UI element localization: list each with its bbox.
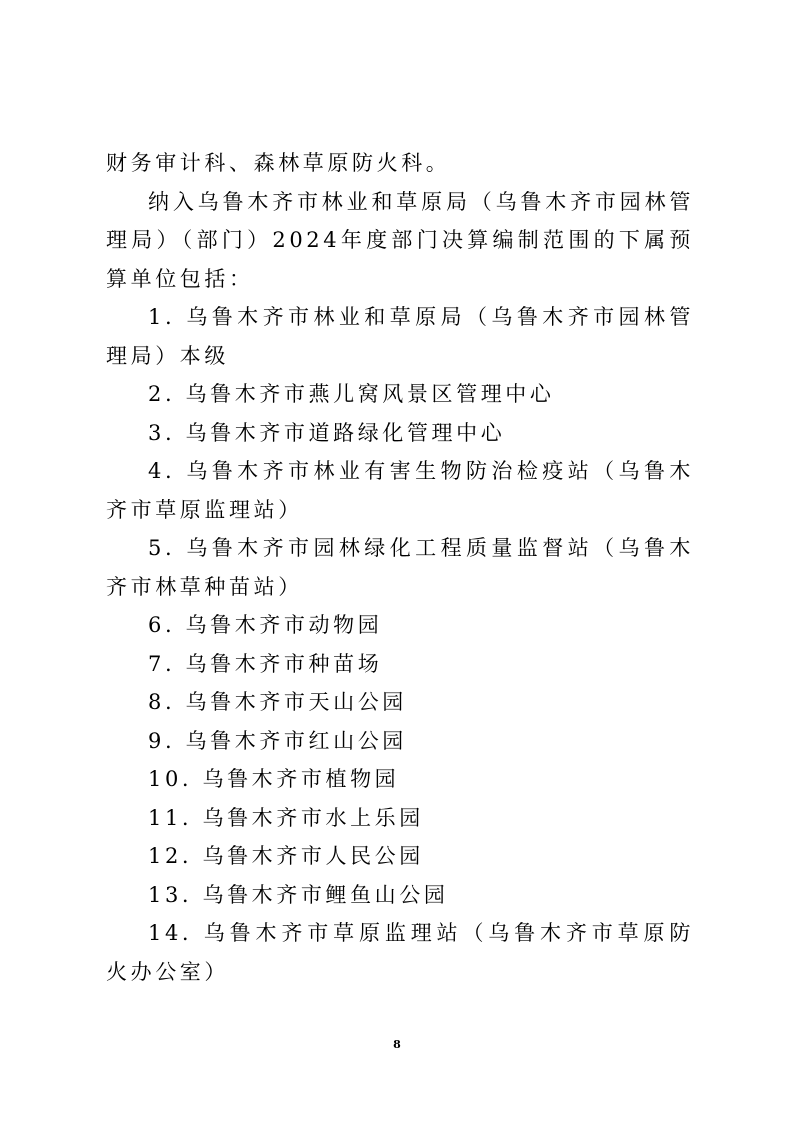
- paragraph-continuation: 财务审计科、森林草原防火科。: [106, 151, 451, 175]
- list-item: 14. 乌鲁木齐市草原监理站（乌鲁木齐市草原防火办公室）: [106, 921, 694, 984]
- list-item: 2. 乌鲁木齐市燕儿窝风景区管理中心: [148, 382, 555, 406]
- list-item: 3. 乌鲁木齐市道路绿化管理中心: [148, 420, 506, 445]
- list-item: 5. 乌鲁木齐市园林绿化工程质量监督站（乌鲁木齐市林草种苗站）: [106, 536, 694, 599]
- list-item: 7. 乌鲁木齐市种苗场: [148, 651, 383, 676]
- list-item: 10. 乌鲁木齐市植物园: [148, 767, 400, 791]
- list-item: 1. 乌鲁木齐市林业和草原局（乌鲁木齐市园林管理局）本级: [106, 305, 694, 368]
- list-item: 4. 乌鲁木齐市林业有害生物防治检疫站（乌鲁木齐市草原监理站）: [106, 459, 694, 522]
- list-item: 13. 乌鲁木齐市鲤鱼山公园: [148, 882, 449, 907]
- list-item: 8. 乌鲁木齐市天山公园: [148, 690, 407, 714]
- page-number: 8: [393, 1038, 401, 1051]
- paragraph-intro: 纳入乌鲁木齐市林业和草原局（乌鲁木齐市园林管理局）（部门）2024年度部门决算编制范围的下属预算单位包括：: [106, 189, 694, 291]
- list-item: 6. 乌鲁木齐市动物园: [148, 613, 383, 637]
- list-item: 11. 乌鲁木齐市水上乐园: [148, 805, 424, 830]
- document-body: [106, 144, 694, 991]
- list-item: 9. 乌鲁木齐市红山公园: [148, 728, 407, 753]
- list-item: 12. 乌鲁木齐市人民公园: [148, 844, 424, 868]
